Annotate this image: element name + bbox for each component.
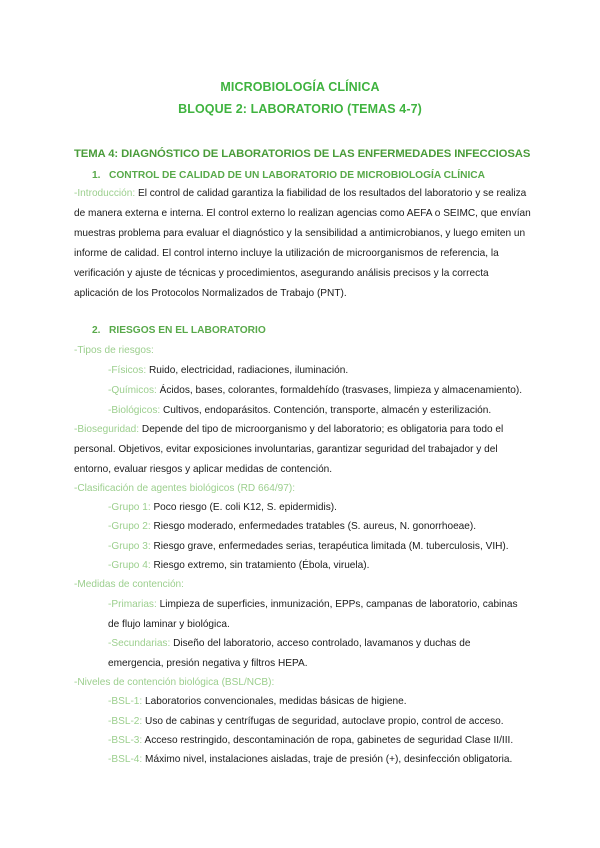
grupo-2-label: -Grupo 2: bbox=[108, 521, 151, 532]
bsl-3-text: Acceso restringido, descontaminación de ropa, gabinetes de seguridad Clase II/III. bbox=[144, 735, 514, 746]
list-item bbox=[108, 712, 504, 732]
grupo-4-label: -Grupo 4: bbox=[108, 560, 151, 571]
section-1-heading bbox=[92, 170, 485, 181]
list-item bbox=[108, 750, 512, 770]
section-1-number: 1. bbox=[92, 170, 101, 181]
intro-paragraph bbox=[74, 184, 532, 304]
biologicos-label: -Biológicos: bbox=[108, 405, 161, 416]
title-line-2: BLOQUE 2: LABORATORIO (TEMAS 4-7) bbox=[178, 102, 422, 116]
biologicos-text: Cultivos, endoparásitos. Contención, transporte, almacén y esterilización. bbox=[163, 405, 492, 416]
bsl-1-label: -BSL-1: bbox=[108, 696, 143, 707]
tema-4-heading: TEMA 4: DIAGNÓSTICO DE LABORATORIOS DE LAS ENFERMEDADES INFECCIOSAS bbox=[74, 148, 531, 160]
intro-label: -Introducción: bbox=[74, 188, 136, 199]
niveles-label: -Niveles de contención biológica (BSL/NCB): bbox=[74, 677, 275, 688]
list-item bbox=[108, 537, 509, 557]
grupo-3-text: Riesgo grave, enfermedades serias, terapéutica limitada (M. tuberculosis, VIH). bbox=[153, 541, 509, 552]
list-item bbox=[108, 517, 476, 537]
fisicos-text: Ruido, electricidad, radiaciones, iluminación. bbox=[148, 365, 349, 376]
list-item bbox=[108, 731, 513, 751]
bioseguridad-paragraph bbox=[74, 420, 532, 480]
secundarias-label: -Secundarias: bbox=[108, 638, 171, 649]
grupo-1-text: Poco riesgo (E. coli K12, S. epidermidis). bbox=[153, 502, 337, 513]
medidas-label: -Medidas de contención: bbox=[74, 579, 184, 590]
bsl-1-text: Laboratorios convencionales, medidas básicas de higiene. bbox=[145, 696, 407, 707]
section-2-heading bbox=[92, 325, 266, 336]
bioseguridad-label: -Bioseguridad: bbox=[74, 424, 140, 435]
list-item bbox=[108, 361, 348, 381]
bsl-2-label: -BSL-2: bbox=[108, 716, 143, 727]
title-line-1: MICROBIOLOGÍA CLÍNICA bbox=[220, 80, 380, 94]
primarias-item bbox=[108, 595, 528, 635]
grupo-3-label: -Grupo 3: bbox=[108, 541, 151, 552]
document-title bbox=[0, 76, 600, 120]
bsl-4-label: -BSL-4: bbox=[108, 754, 143, 765]
primarias-label: -Primarias: bbox=[108, 599, 157, 610]
list-item bbox=[108, 381, 522, 401]
list-item bbox=[108, 401, 491, 421]
tipos-riesgos-label: -Tipos de riesgos: bbox=[74, 345, 154, 356]
fisicos-label: -Físicos: bbox=[108, 365, 147, 376]
grupo-4-text: Riesgo extremo, sin tratamiento (Ébola, viruela). bbox=[153, 560, 370, 571]
primarias-text: Limpieza de superficies, inmunización, EPPs, campanas de laboratorio, cabinas de flujo laminar y biológica. bbox=[108, 599, 518, 630]
bsl-3-label: -BSL-3: bbox=[108, 735, 143, 746]
section-2-title: RIESGOS EN EL LABORATORIO bbox=[109, 325, 266, 336]
grupo-2-text: Riesgo moderado, enfermedades tratables (S. aureus, N. gonorrhoeae). bbox=[153, 521, 477, 532]
bioseguridad-text: Depende del tipo de microorganismo y del laboratorio; es obligatoria para todo el personal. Objetivos, evitar exposiciones involuntarias, garantizar seguridad del trabajador y del entorno, evaluar riesgos y aplicar medidas de contención. bbox=[74, 424, 504, 475]
grupo-1-label: -Grupo 1: bbox=[108, 502, 151, 513]
list-item bbox=[108, 556, 369, 576]
list-item bbox=[108, 498, 337, 518]
quimicos-label: -Químicos: bbox=[108, 385, 157, 396]
secundarias-item bbox=[108, 634, 528, 674]
list-item bbox=[108, 692, 407, 712]
section-1-title: CONTROL DE CALIDAD DE UN LABORATORIO DE MICROBIOLOGÍA CLÍNICA bbox=[109, 170, 485, 181]
secundarias-text: Diseño del laboratorio, acceso controlado, lavamanos y duchas de emergencia, presión negativa y filtros HEPA. bbox=[108, 638, 471, 669]
quimicos-text: Ácidos, bases, colorantes, formaldehído (trasvases, limpieza y almacenamiento). bbox=[159, 385, 523, 396]
bsl-2-text: Uso de cabinas y centrífugas de seguridad, autoclave propio, control de acceso. bbox=[145, 716, 504, 727]
intro-text: El control de calidad garantiza la fiabilidad de los resultados del laboratorio y se realiza de manera externa e interna. El control externo lo realizan agencias como AEFA o SEIMC, que envían muestras problema para evaluar el diagnóstico y la sensibilidad a antimicrobianos, y luego emiten un informe de calidad. El control interno incluye la utilización de microorganismos de referencia, la verificación y ajuste de técnicas y procedimientos, asegurando análisis precisos y la correcta aplicación de los Protocolos Normalizados de Trabajo (PNT). bbox=[74, 188, 531, 299]
clasificacion-label: -Clasificación de agentes biológicos (RD 664/97): bbox=[74, 483, 296, 494]
section-2-number: 2. bbox=[92, 325, 101, 336]
bsl-4-text: Máximo nivel, instalaciones aisladas, traje de presión (+), desinfección obligatoria. bbox=[145, 754, 513, 765]
